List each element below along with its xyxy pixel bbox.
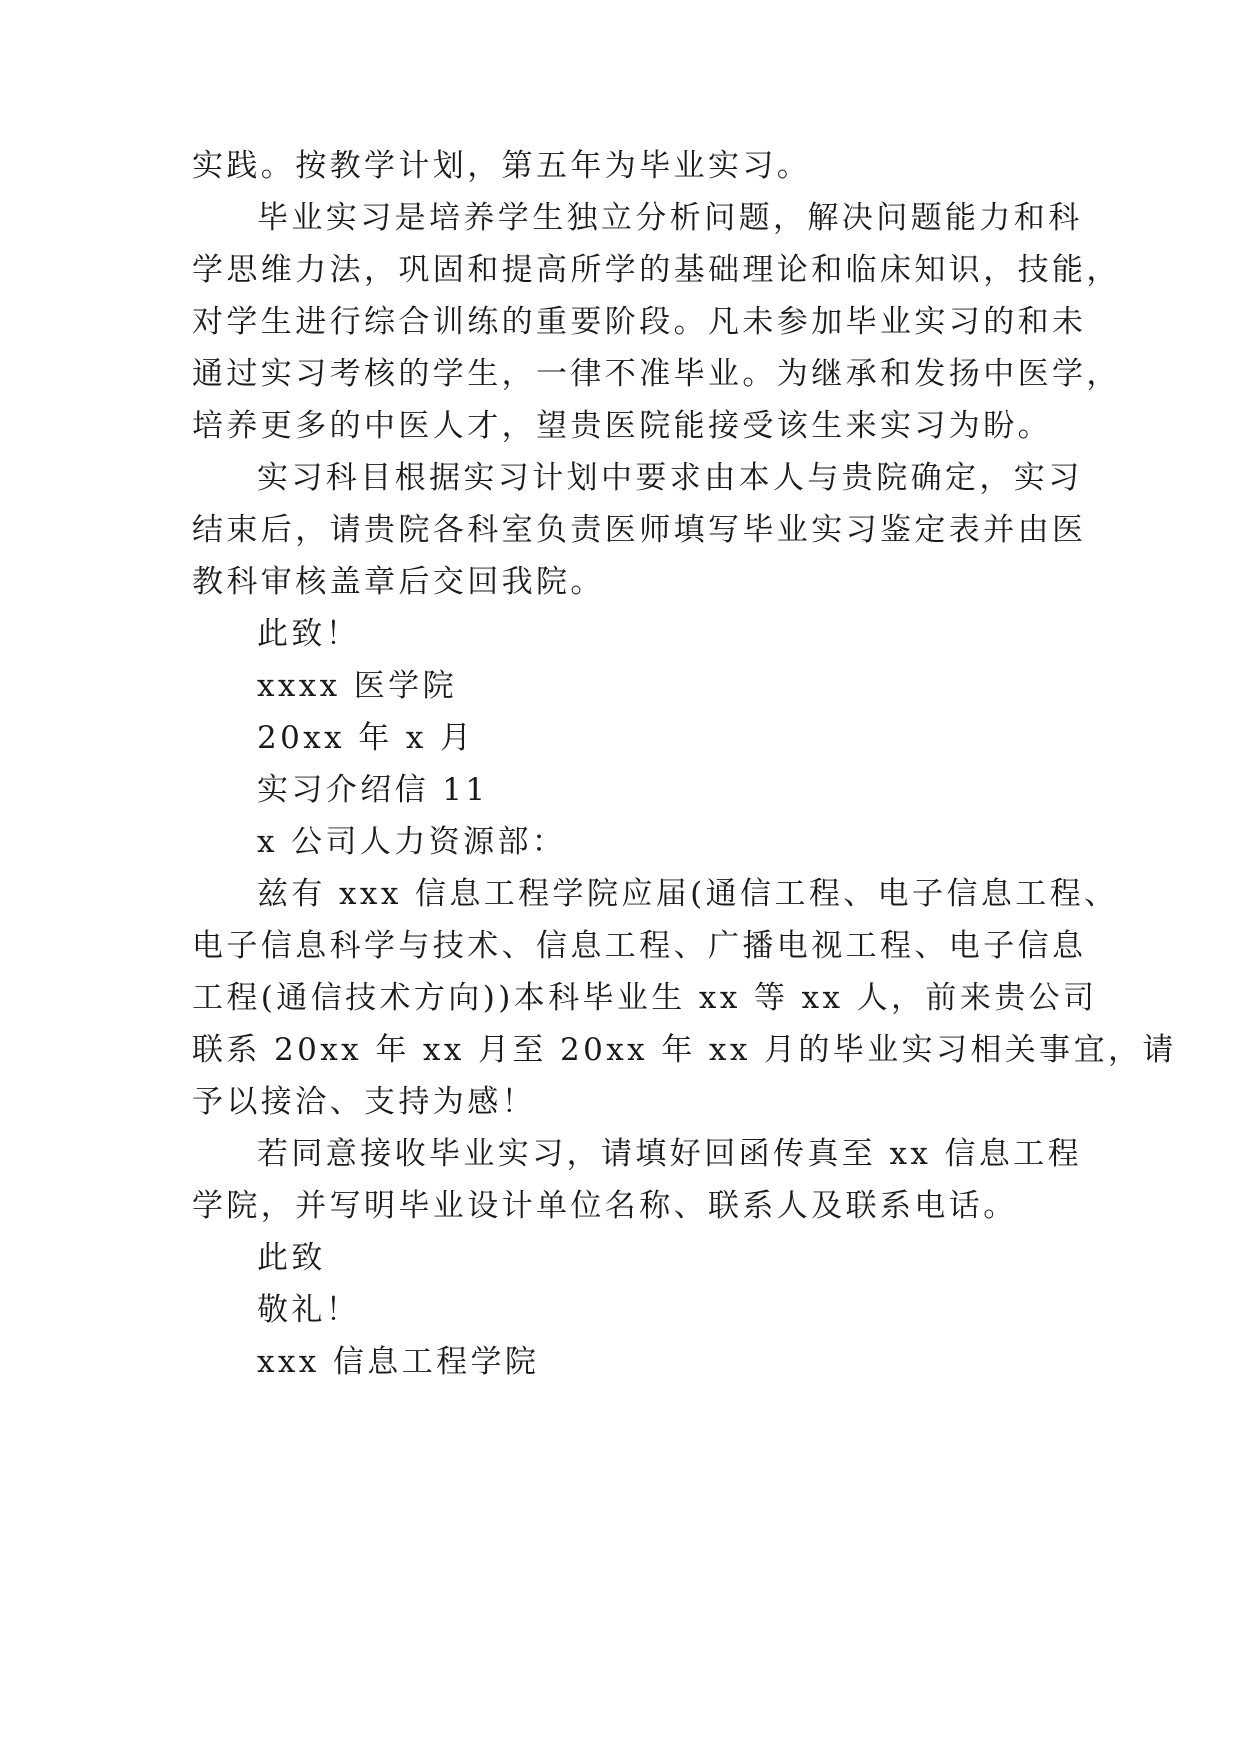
text-line: 对学生进行综合训练的重要阶段。凡未参加毕业实习的和未 — [192, 304, 1087, 340]
text-line: 学院，并写明毕业设计单位名称、联系人及联系电话。 — [192, 1188, 1018, 1224]
section-title: 实习介绍信 11 — [257, 772, 489, 808]
paragraph-start: 兹有 xxx 信息工程学院应届(通信工程、电子信息工程、 — [257, 876, 1119, 912]
paragraph-start: 实习科目根据实习计划中要求由本人与贵院确定，实习 — [257, 460, 1083, 496]
text-line: 电子信息科学与技术、信息工程、广播电视工程、电子信息 — [192, 928, 1087, 964]
text-line: 教科审核盖章后交回我院。 — [192, 564, 605, 600]
signature-institution: xxx 信息工程学院 — [257, 1344, 540, 1380]
text-line: 通过实习考核的学生，一律不准毕业。为继承和发扬中医学， — [192, 356, 1121, 392]
paragraph-start: 若同意接收毕业实习，请填好回函传真至 xx 信息工程 — [257, 1136, 1083, 1172]
text-line: 予以接洽、支持为感！ — [192, 1084, 536, 1120]
text-line: 工程(通信技术方向))本科毕业生 xx 等 xx 人，前来贵公司 — [192, 980, 1098, 1016]
closing-salutation: 此致！ — [257, 616, 361, 652]
text-line: 培养更多的中医人才，望贵医院能接受该生来实习为盼。 — [192, 408, 1052, 444]
recipient-line: x 公司人力资源部： — [257, 824, 567, 860]
paragraph-start: 毕业实习是培养学生独立分析问题，解决问题能力和科 — [257, 200, 1083, 236]
text-line: 实践。按教学计划，第五年为毕业实习。 — [192, 148, 812, 184]
text-line: 结束后，请贵院各科室负责医师填写毕业实习鉴定表并由医 — [192, 512, 1087, 548]
closing-regards: 敬礼！ — [257, 1292, 361, 1328]
text-line: 学思维力法，巩固和提高所学的基础理论和临床知识，技能， — [192, 252, 1121, 288]
text-line: 联系 20xx 年 xx 月至 20xx 年 xx 月的毕业实习相关事宜，请 — [192, 1032, 1177, 1068]
closing-salutation: 此致 — [257, 1240, 326, 1276]
signature-institution: xxxx 医学院 — [257, 668, 457, 704]
signature-date: 20xx 年 x 月 — [257, 720, 475, 756]
